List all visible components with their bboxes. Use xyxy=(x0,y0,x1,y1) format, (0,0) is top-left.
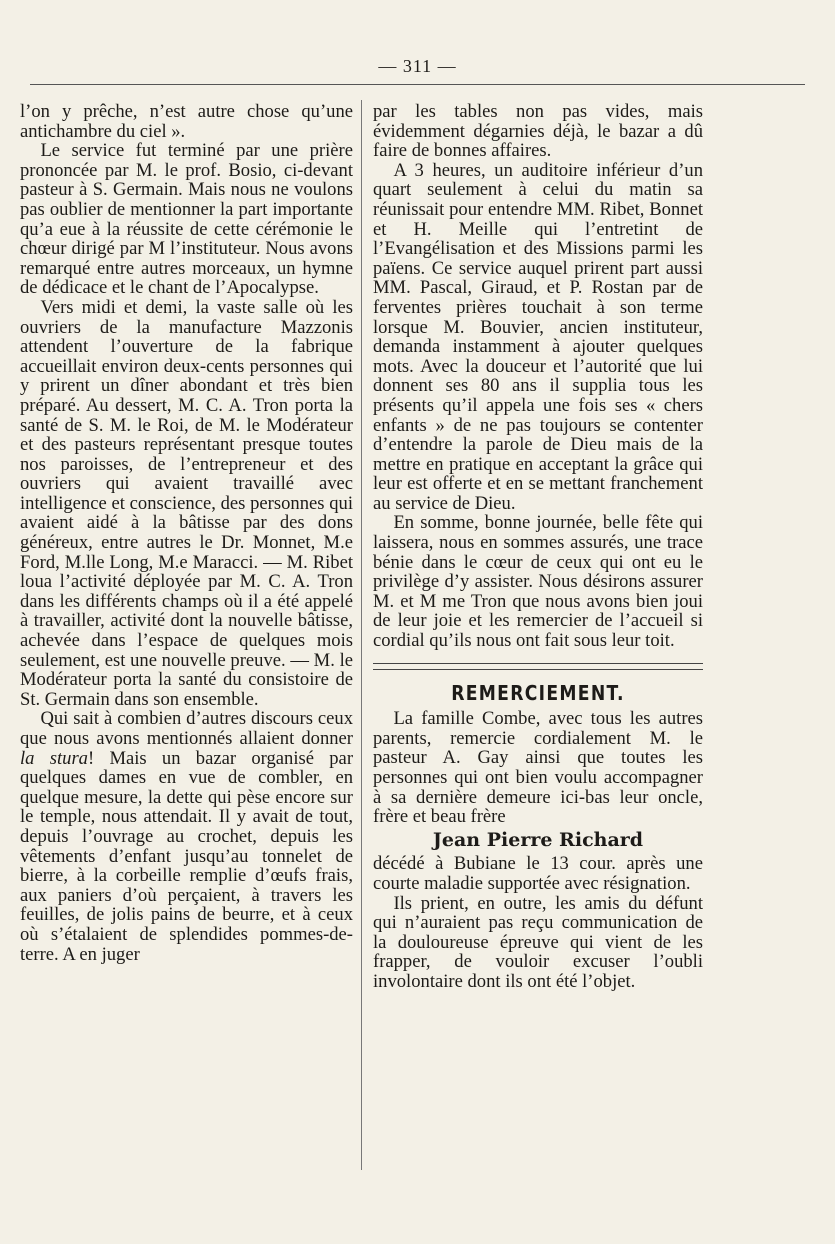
notice-paragraph: La famille Combe, avec tous les autres parents, remercie cordialement M. le pasteur A. Gay ainsi que toutes les personnes qui ont bien voulu accompagner à sa dernière demeure ici-bas leur oncle, frère et beau frère xyxy=(373,708,703,828)
paragraph: En somme, bonne journée, belle fête qui laissera, nous en sommes assurés, une trace bénie dans le cœur de ceux qui ont eu le privilège d’y assister. Nous désirons assurer M. et M me Tron que nous avons bien joui de leur joie et les remercier de l’accueil si cordial qu’ils nous ont fait sous leur toit. xyxy=(373,512,703,652)
paragraph: Le service fut terminé par une prière prononcée par M. le prof. Bosio, ci-devant pasteur à S. Germain. Mais nous ne voulons pas oublier de mentionner la part importante qu’a eue à la réussite de cette cérémonie le chœur dirigé par M l’instituteur. Nous avons remarqué entre autres morceaux, un hymne de dédicace et le chant de l’Apocalypse. xyxy=(20,140,353,299)
top-rule xyxy=(30,84,805,85)
section-heading: REMERCIEMENT. xyxy=(451,680,625,705)
left-column xyxy=(20,102,353,964)
page-number: — 311 — xyxy=(378,56,457,76)
notice-paragraph: décédé à Bubiane le 13 cour. après une courte maladie supportée avec résignation. xyxy=(373,853,703,894)
text-run: ! Mais un bazar organisé par quelques dames en vue de combler, en quelque mesure, la dette qui pèse encore sur le temple, nous attendait. Il y avait de tout, depuis l’ouvrage au crochet, depuis les vêtements d’enfant jusqu’au tonnelet de bierre, à la corbeille remplie d’œufs frais, aux paniers d’où perçaient, à travers les feuilles, de jolis pains de beurre, et à ceux où s’étalaient de splendides pommes-de-terre. A en juger xyxy=(20,747,354,965)
paragraph xyxy=(20,709,353,964)
paragraph: l’on y prêche, n’est autre chose qu’une antichambre du ciel ». xyxy=(20,101,353,142)
notice-paragraph: Ils prient, en outre, les amis du défunt qui n’auraient pas reçu communication de la douloureuse épreuve qui vient de les frapper, de vouloir excuser l’oubli involontaire dont ils ont été l’objet. xyxy=(373,892,703,992)
column-divider xyxy=(361,100,362,1170)
paragraph: Vers midi et demi, la vaste salle où les ouvriers de la manufacture Mazzonis attendent l’ouverture de la fabrique accueillait environ deux-cents personnes qui y prirent un dîner abondant et très bien préparé. Au dessert, M. C. A. Tron porta la santé de S. M. le Roi, de M. le Modérateur et des pasteurs représentant presque toutes nos paroisses, de l’entrepreneur et des ouvriers qui avaient travaillé avec intelligence et conscience, des personnes qui avaient aidé à la bâtisse par des dons généreux, entre autres le Dr. Monnet, M.e Ford, M.lle Long, M.e Maracci. — M. Ribet loua l’activité déployée par M. C. A. Tron dans les différents champs où il a été appelé à travailler, activité dont la nouvelle bâtisse, achevée dans l’espace de quelques mois seulement, est une nouvelle preuve. — M. le Modérateur porta la santé du consistoire de St. Germain dans son ensemble. xyxy=(20,296,353,710)
text-run: Qui sait à combien d’autres discours ceux que nous avons mentionnés allaient donner xyxy=(20,708,353,749)
italic-phrase: la stura xyxy=(20,747,88,769)
paragraph: par les tables non pas vides, mais évidemment dégarnies déjà, le bazar a dû faire de bonnes affaires. xyxy=(373,101,703,162)
deceased-name: Jean Pierre Richard xyxy=(432,828,644,851)
paragraph: A 3 heures, un auditoire inférieur d’un quart seulement à celui du matin sa réunissait pour entendre MM. Ribet, Bonnet et H. Meille qui l’entretint de l’Evangélisation et des Missions parmi les païens. Ce service auquel prirent part aussi MM. Pascal, Giraud, et P. Rostan par de ferventes prières touchait à son terme lorsque M. Bouvier, ancien instituteur, demanda instamment à ajouter quelques mots. Avec la douceur et l’autorité que lui donnent ses 80 ans il supplia tous les présents qu’il appela une fois ses « chers enfants » de ne pas toujours se contenter d’entendre la parole de Dieu mais de la mettre en pratique en acceptant la grâce qui leur est offerte et en se mettant franchement au service de Dieu. xyxy=(373,159,703,514)
right-column xyxy=(373,102,703,992)
section-separator xyxy=(373,663,703,670)
